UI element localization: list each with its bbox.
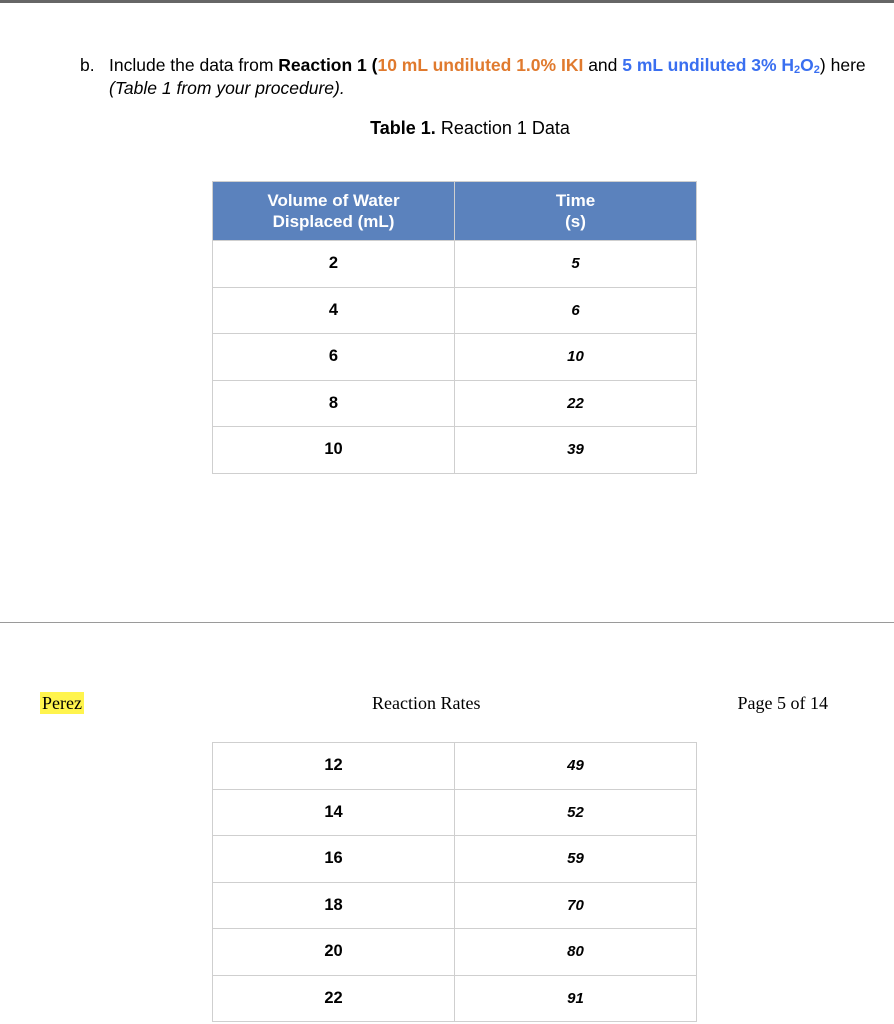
table-row bbox=[213, 334, 697, 381]
table-row bbox=[213, 241, 697, 288]
footer-author-name: Perez bbox=[42, 693, 82, 713]
table-row bbox=[213, 287, 697, 334]
header-time bbox=[455, 182, 697, 241]
header-volume-text: Volume of Water Displaced (mL) bbox=[267, 191, 400, 231]
time-cell: 91 bbox=[455, 975, 697, 1022]
table-row bbox=[213, 836, 697, 883]
subscript-1: 2 bbox=[794, 64, 801, 76]
list-marker: b. bbox=[80, 55, 95, 75]
volume-cell: 4 bbox=[213, 287, 455, 334]
table-header-row bbox=[213, 182, 697, 241]
time-cell: 49 bbox=[455, 743, 697, 790]
reagent-h2o2 bbox=[622, 55, 820, 75]
table-caption-label: Table 1. bbox=[370, 118, 436, 138]
open-paren: ( bbox=[366, 55, 378, 75]
table-row bbox=[213, 975, 697, 1022]
volume-cell: 2 bbox=[213, 241, 455, 288]
top-page-rule bbox=[0, 0, 894, 3]
instruction-text bbox=[109, 54, 870, 100]
time-cell: 6 bbox=[455, 287, 697, 334]
subscript-2: 2 bbox=[813, 64, 820, 76]
time-cell: 70 bbox=[455, 882, 697, 929]
time-cell: 52 bbox=[455, 789, 697, 836]
reaction-data-table bbox=[212, 181, 697, 474]
volume-cell: 18 bbox=[213, 882, 455, 929]
time-cell: 80 bbox=[455, 929, 697, 976]
table-row bbox=[213, 882, 697, 929]
volume-cell: 20 bbox=[213, 929, 455, 976]
reagent-h2o2-part-a: 5 mL undiluted 3% H bbox=[622, 55, 795, 75]
table-caption-text: Reaction 1 Data bbox=[435, 118, 570, 138]
table-reference-note: (Table 1 from your procedure). bbox=[109, 78, 345, 98]
and-text: and bbox=[583, 55, 623, 75]
volume-cell: 6 bbox=[213, 334, 455, 381]
volume-cell: 22 bbox=[213, 975, 455, 1022]
time-cell: 22 bbox=[455, 380, 697, 427]
volume-cell: 12 bbox=[213, 743, 455, 790]
volume-cell: 10 bbox=[213, 427, 455, 474]
time-cell: 39 bbox=[455, 427, 697, 474]
header-time-text: Time (s) bbox=[555, 191, 596, 231]
reaction-data-table-continued bbox=[212, 742, 697, 1022]
volume-cell: 16 bbox=[213, 836, 455, 883]
reaction-label: Reaction 1 bbox=[278, 55, 367, 75]
reagent-iki: 10 mL undiluted 1.0% IKI bbox=[377, 55, 584, 75]
table-row bbox=[213, 380, 697, 427]
table-caption bbox=[0, 118, 894, 139]
table-row bbox=[213, 929, 697, 976]
footer-page-number: Page 5 of 14 bbox=[737, 693, 828, 713]
time-cell: 10 bbox=[455, 334, 697, 381]
close-here-text: ) here bbox=[819, 55, 866, 75]
instruction-paragraph bbox=[80, 54, 870, 100]
reagent-h2o2-part-b: O bbox=[800, 55, 814, 75]
instruction-part1: Include the data from bbox=[109, 55, 279, 75]
page-break-divider bbox=[0, 622, 894, 623]
volume-cell: 8 bbox=[213, 380, 455, 427]
table-row bbox=[213, 743, 697, 790]
time-cell: 59 bbox=[455, 836, 697, 883]
table-row bbox=[213, 427, 697, 474]
header-volume bbox=[213, 182, 455, 241]
footer-document-title: Reaction Rates bbox=[372, 693, 481, 713]
table-row bbox=[213, 789, 697, 836]
volume-cell: 14 bbox=[213, 789, 455, 836]
time-cell: 5 bbox=[455, 241, 697, 288]
